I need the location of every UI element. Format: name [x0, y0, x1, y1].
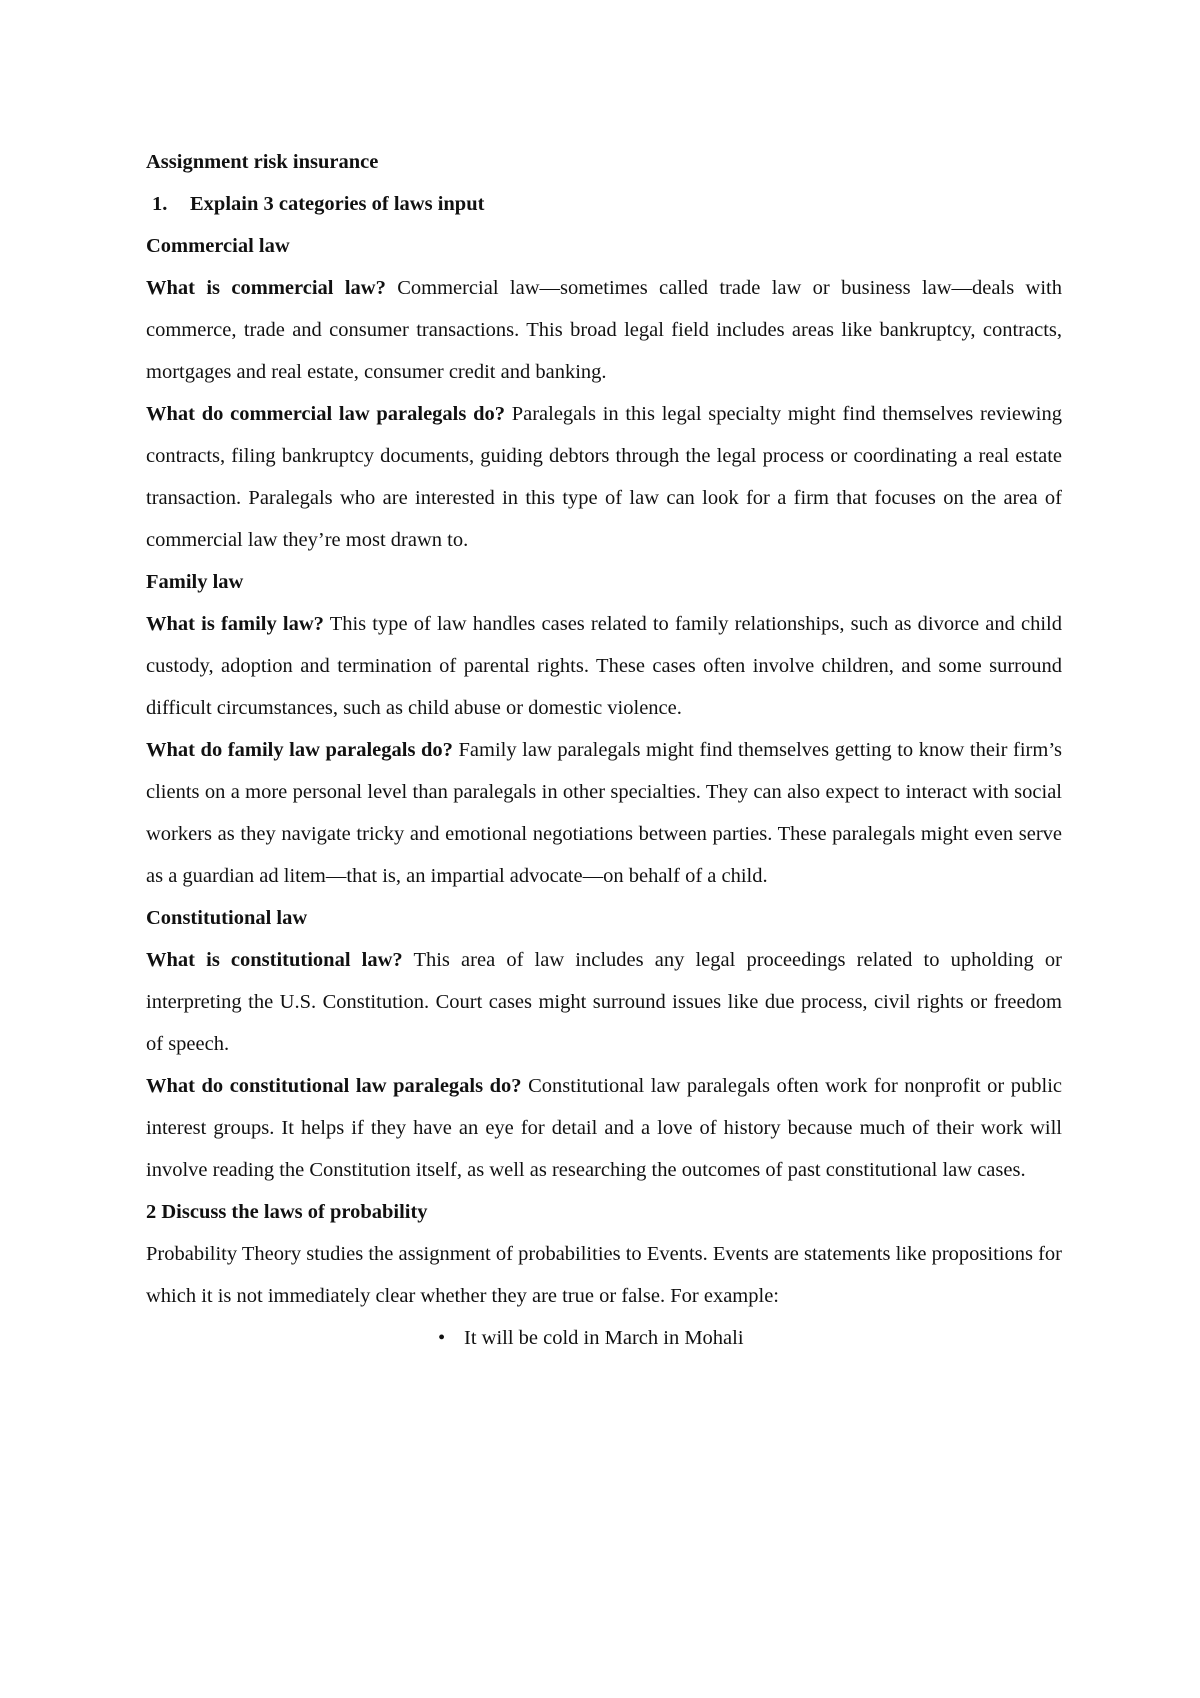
answer-commercial-what-is: Commercial law—sometimes called trade law or business law—deals with commerce, trade and consumer transactions. This broad legal field includes areas like bankruptcy, contracts, mortgages and real estate, consumer credit and banking. — [146, 277, 1062, 383]
answer-constitutional-what-is: This area of law includes any legal proceedings related to upholding or interpreting the U.S. Constitution. Court cases might surround issues like due process, civil rights or freedom of speech. — [146, 949, 1063, 1055]
question-family-what-is: What is family law? — [146, 613, 324, 635]
question-commercial-what-do: What do commercial law paralegals do? — [146, 403, 505, 425]
section-heading-commercial-law: Commercial law — [146, 235, 290, 257]
question-1-heading — [146, 183, 1062, 225]
answer-family-what-do: Family law paralegals might find themselves getting to know their firm’s clients on a more personal level than paralegals in other specialties. They can also expect to interact with social workers as they navigate tricky and emotional negotiations between parties. These paralegals might even serve as a guardian ad litem—that is, an impartial advocate—on behalf of a child. — [146, 739, 1062, 887]
paragraph-constitutional-what-do — [146, 1065, 1062, 1191]
answer-constitutional-what-do: Constitutional law paralegals often work for nonprofit or public interest groups. It helps if they have an eye for detail and a love of history because much of their work will involve reading the Constitution itself, as well as researching the outcomes of past constitutional law cases. — [146, 1075, 1062, 1181]
bullet-icon: • — [438, 1327, 446, 1349]
document-title: Assignment risk insurance — [146, 151, 379, 173]
question-constitutional-what-do: What do constitutional law paralegals do? — [146, 1075, 522, 1097]
question-1-text: Explain 3 categories of laws input — [190, 193, 485, 215]
paragraph-commercial-what-is — [146, 267, 1062, 393]
section-heading-constitutional-law: Constitutional law — [146, 907, 308, 929]
answer-commercial-what-do: Paralegals in this legal specialty might find themselves reviewing contracts, filing bankruptcy documents, guiding debtors through the legal process or coordinating a real estate transaction. Paralegals who are interested in this type of law can look for a firm that focuses on the area of commercial law they’re most drawn to. — [146, 403, 1062, 551]
document-content — [146, 141, 1062, 1359]
paragraph-family-what-do — [146, 729, 1062, 897]
paragraph-commercial-what-do — [146, 393, 1062, 561]
paragraph-constitutional-what-is — [146, 939, 1062, 1065]
paragraph-family-what-is — [146, 603, 1062, 729]
bullet-text: It will be cold in March in Mohali — [464, 1327, 744, 1349]
question-constitutional-what-is: What is constitutional law? — [146, 949, 403, 971]
section-heading-family-law: Family law — [146, 571, 244, 593]
paragraph-probability-intro: Probability Theory studies the assignment of probabilities to Events. Events are statements like propositions for which it is not immediately clear whether they are true or false. For example: — [146, 1243, 1062, 1307]
bullet-item — [146, 1317, 1062, 1359]
answer-family-what-is: This type of law handles cases related to family relationships, such as divorce and child custody, adoption and termination of parental rights. These cases often involve children, and some surround difficult circumstances, such as child abuse or domestic violence. — [146, 613, 1062, 719]
question-commercial-what-is: What is commercial law? — [146, 277, 386, 299]
question-1-number: 1. — [152, 193, 168, 215]
question-2-heading: 2 Discuss the laws of probability — [146, 1201, 428, 1223]
question-family-what-do: What do family law paralegals do? — [146, 739, 453, 761]
